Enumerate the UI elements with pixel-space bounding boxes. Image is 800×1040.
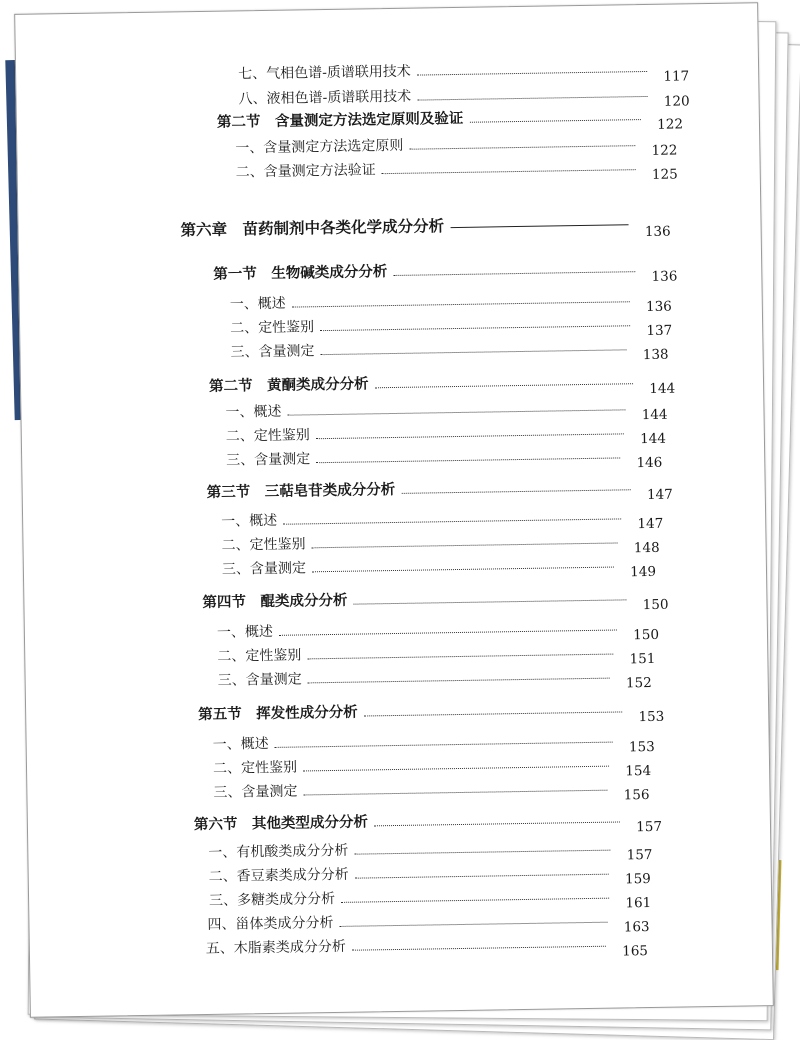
- toc-page-number: 161: [625, 895, 652, 912]
- dot-leader: [340, 922, 608, 927]
- toc-section: [202, 583, 669, 614]
- toc-entry-label: 第三节 三萜皂苷类成分分析: [206, 480, 396, 501]
- toc-page-number: 163: [623, 919, 650, 936]
- toc-section: [198, 695, 665, 726]
- dot-leader: [450, 224, 628, 228]
- toc-page: [14, 2, 774, 1018]
- toc-entry-label: 二、含量测定方法验证: [235, 162, 376, 181]
- toc-item: [226, 441, 663, 472]
- toc-entry-label: 七、气相色谱-质谱联用技术: [238, 63, 411, 83]
- toc-chapter: [180, 210, 671, 241]
- table-of-contents: [15, 3, 773, 1017]
- toc-page-number: 138: [642, 346, 669, 364]
- toc-page-number: 153: [638, 708, 665, 726]
- toc-entry-label: 二、定性鉴别: [212, 759, 298, 777]
- toc-page-number: 151: [629, 650, 656, 668]
- toc-item: [205, 930, 649, 960]
- toc-entry-label: 三、多糖类成分分析: [208, 890, 336, 909]
- toc-entry-label: 二、定性鉴别: [230, 319, 315, 337]
- toc-entry-label: 三、含量测定: [221, 560, 307, 578]
- dot-leader: [312, 542, 618, 548]
- dot-leader: [320, 325, 630, 331]
- dot-leader: [341, 898, 609, 903]
- toc-item: [230, 333, 669, 364]
- dot-leader: [353, 599, 626, 604]
- dot-leader: [312, 567, 614, 573]
- toc-entry-label: 一、含量测定方法选定原则: [235, 137, 404, 157]
- toc-page-number: 137: [646, 322, 673, 340]
- dot-leader: [303, 766, 609, 772]
- toc-entry-label: 二、定性鉴别: [225, 427, 310, 445]
- toc-page-number: 122: [651, 142, 678, 159]
- toc-page-number: 122: [657, 116, 684, 133]
- dot-leader: [279, 630, 617, 636]
- toc-page-number: 150: [642, 596, 669, 614]
- toc-page-number: 149: [630, 563, 657, 581]
- dot-leader: [292, 301, 630, 307]
- toc-page-number: 156: [623, 787, 650, 804]
- toc-entry-label: 第六章 苗药制剂中各类化学成分分析: [180, 216, 445, 240]
- toc-page-number: 159: [624, 871, 651, 888]
- toc-entry-label: 第五节 挥发性成分分析: [198, 703, 358, 724]
- dot-leader: [316, 433, 624, 439]
- toc-page-number: 154: [625, 762, 652, 780]
- toc-section: [213, 255, 678, 285]
- toc-entry-label: 一、概述: [225, 403, 282, 421]
- toc-page-number: 117: [663, 68, 690, 85]
- toc-page-number: 148: [633, 539, 660, 557]
- dot-leader: [316, 457, 620, 463]
- toc-entry-label: 一、概述: [229, 295, 286, 313]
- dot-leader: [355, 874, 609, 879]
- toc-page-number: 165: [622, 943, 649, 960]
- dot-leader: [303, 790, 607, 796]
- dot-leader: [382, 169, 636, 174]
- toc-entry-label: 八、液相色谱-质谱联用技术: [238, 88, 412, 108]
- toc-section: [193, 805, 663, 836]
- toc-entry-label: 三、含量测定: [217, 671, 302, 689]
- dot-leader: [283, 518, 621, 524]
- toc-item: [235, 153, 678, 183]
- toc-entry-label: 第四节 醌类成分分析: [202, 591, 348, 612]
- toc-page-number: 147: [637, 515, 664, 533]
- toc-entry-label: 三、含量测定: [226, 451, 311, 469]
- toc-page-number: 144: [641, 406, 668, 424]
- toc-entry-label: 一、概述: [212, 735, 269, 753]
- toc-item: [221, 550, 657, 581]
- dot-leader: [354, 850, 610, 855]
- dot-leader: [308, 678, 610, 684]
- toc-page-number: 146: [636, 454, 663, 472]
- dot-leader: [393, 271, 635, 276]
- toc-page-number: 136: [651, 268, 678, 285]
- toc-page-number: 136: [644, 223, 671, 241]
- dot-leader: [307, 654, 613, 660]
- toc-entry-label: 三、含量测定: [213, 783, 298, 801]
- dot-leader: [401, 489, 630, 494]
- dot-leader: [375, 383, 633, 388]
- toc-page-number: 150: [633, 626, 660, 644]
- toc-page-number: 136: [645, 298, 672, 316]
- toc-page-number: 144: [649, 380, 676, 397]
- toc-page-number: 157: [626, 846, 653, 864]
- dot-leader: [275, 742, 613, 748]
- toc-entry-label: 一、概述: [221, 512, 278, 530]
- toc-page-number: 144: [640, 430, 667, 448]
- toc-entry-label: 三、含量测定: [230, 343, 315, 361]
- dot-leader: [321, 349, 627, 355]
- toc-entry-label: 五、木脂素类成分分析: [205, 938, 346, 958]
- toc-page-number: 157: [636, 818, 663, 836]
- toc-page-number: 120: [663, 93, 690, 110]
- toc-entry-label: 一、概述: [216, 623, 274, 641]
- toc-entry-label: 二、香豆素类成分分析: [208, 866, 349, 885]
- toc-section: [208, 367, 676, 397]
- dot-leader: [352, 946, 606, 951]
- toc-item: [238, 55, 690, 85]
- toc-item: [217, 662, 652, 692]
- toc-entry-label: 二、定性鉴别: [217, 647, 302, 665]
- toc-entry-label: 第一节 生物碱类成分分析: [213, 263, 388, 283]
- toc-entry-label: 第二节 黄酮类成分分析: [208, 375, 369, 395]
- toc-item: [213, 774, 650, 804]
- dot-leader: [417, 71, 647, 76]
- toc-section: [206, 473, 673, 504]
- toc-entry-label: 第二节 含量测定方法选定原则及验证: [216, 109, 464, 131]
- toc-page-number: 152: [625, 674, 652, 692]
- dot-leader: [469, 119, 640, 123]
- toc-entry-label: 四、甾体类成分分析: [207, 915, 334, 933]
- dot-leader: [364, 711, 622, 716]
- dot-leader: [417, 96, 647, 101]
- toc-entry-label: 二、定性鉴别: [221, 536, 306, 554]
- dot-leader: [287, 409, 625, 415]
- dot-leader: [374, 821, 620, 826]
- toc-page-number: 125: [651, 166, 678, 183]
- dot-leader: [409, 145, 635, 150]
- toc-page-number: 153: [628, 738, 655, 756]
- toc-page-number: 147: [646, 486, 673, 504]
- toc-entry-label: 第六节 其他类型成分分析: [193, 813, 369, 834]
- toc-entry-label: 一、有机酸类成分分析: [208, 842, 349, 861]
